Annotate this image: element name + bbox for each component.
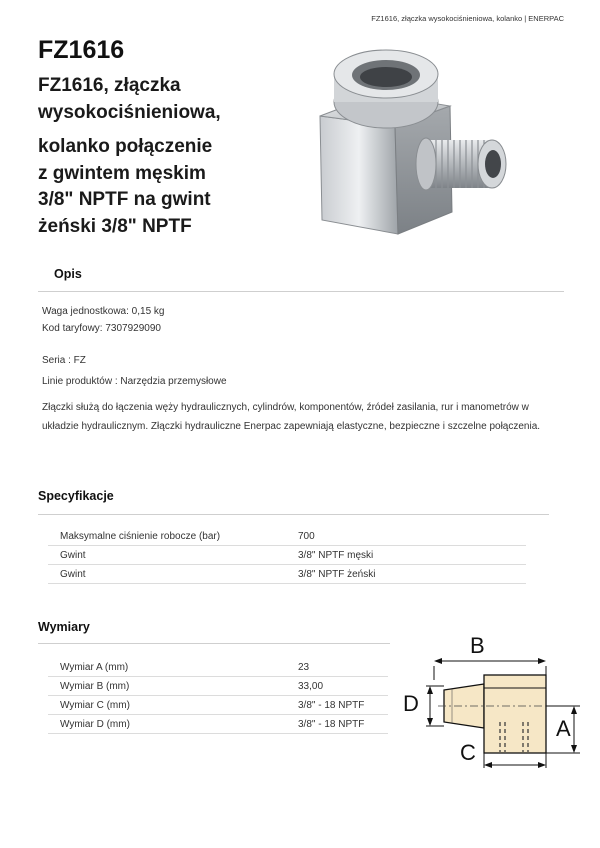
- spec-label: Gwint: [48, 565, 286, 584]
- product-line: Linie produktów : Narzędzia przemysłowe: [42, 376, 227, 387]
- product-title: [38, 73, 288, 240]
- divider: [38, 291, 564, 292]
- spec-label: Maksymalne ciśnienie robocze (bar): [48, 527, 286, 546]
- dimension-label: Wymiar D (mm): [48, 715, 286, 734]
- spec-value: 700: [286, 527, 526, 546]
- spec-value: 3/8" NPTF męski: [286, 546, 526, 565]
- section-title-specyfikacje: Specyfikacje: [38, 489, 114, 503]
- page-breadcrumb: FZ1616, złączka wysokociśnieniowa, kolanko | ENERPAC: [371, 14, 564, 23]
- product-description: Złączki służą do łączenia węży hydraulicznych, cylindrów, komponentów, źródeł zasilania, rur i manometrów w układzie hydraulicznym. Złączki hydrauliczne Enerpac zapewniają elastyczne, bezpieczne i szczelne połączenia.: [42, 402, 541, 432]
- label-d: D: [403, 691, 419, 716]
- table-row: [48, 677, 388, 696]
- table-row: [48, 546, 526, 565]
- dimension-label: Wymiar A (mm): [48, 658, 286, 677]
- table-row: [48, 715, 388, 734]
- product-photo: [300, 44, 530, 244]
- label-c: C: [460, 740, 476, 765]
- label-a: A: [556, 716, 571, 741]
- dimension-value: 23: [286, 658, 388, 677]
- title-line: z gwintem męskim: [38, 162, 206, 184]
- product-code: FZ1616: [38, 36, 125, 64]
- dimension-value: 33,00: [286, 677, 388, 696]
- dimension-value: 3/8" - 18 NPTF: [286, 715, 388, 734]
- table-row: [48, 527, 526, 546]
- spec-label: Gwint: [48, 546, 286, 565]
- spec-table: [48, 527, 526, 584]
- title-line: kolanko połączenie: [38, 136, 213, 157]
- table-row: [48, 658, 388, 677]
- table-row: [48, 565, 526, 584]
- section-title-wymiary: Wymiary: [38, 620, 90, 634]
- dimension-label: Wymiar C (mm): [48, 696, 286, 715]
- dimension-value: 3/8" - 18 NPTF: [286, 696, 388, 715]
- tariff-code: Kod taryfowy: 7307929090: [42, 323, 161, 334]
- series: Seria : FZ: [42, 355, 86, 366]
- title-line: wysokociśnieniowa,: [38, 101, 221, 123]
- title-line: FZ1616, złączka: [38, 75, 181, 96]
- table-row: [48, 696, 388, 715]
- spec-value: 3/8" NPTF żeński: [286, 565, 526, 584]
- label-b: B: [470, 633, 485, 658]
- unit-weight: Waga jednostkowa: 0,15 kg: [42, 306, 165, 317]
- divider: [38, 643, 390, 644]
- dimensions-table: [48, 658, 388, 734]
- divider: [38, 514, 549, 515]
- title-line: 3/8" NPTF na gwint: [38, 189, 211, 210]
- section-title-opis: Opis: [54, 267, 82, 281]
- dimension-drawing: [398, 628, 588, 770]
- title-line: żeński 3/8" NPTF: [38, 215, 192, 237]
- dimension-label: Wymiar B (mm): [48, 677, 286, 696]
